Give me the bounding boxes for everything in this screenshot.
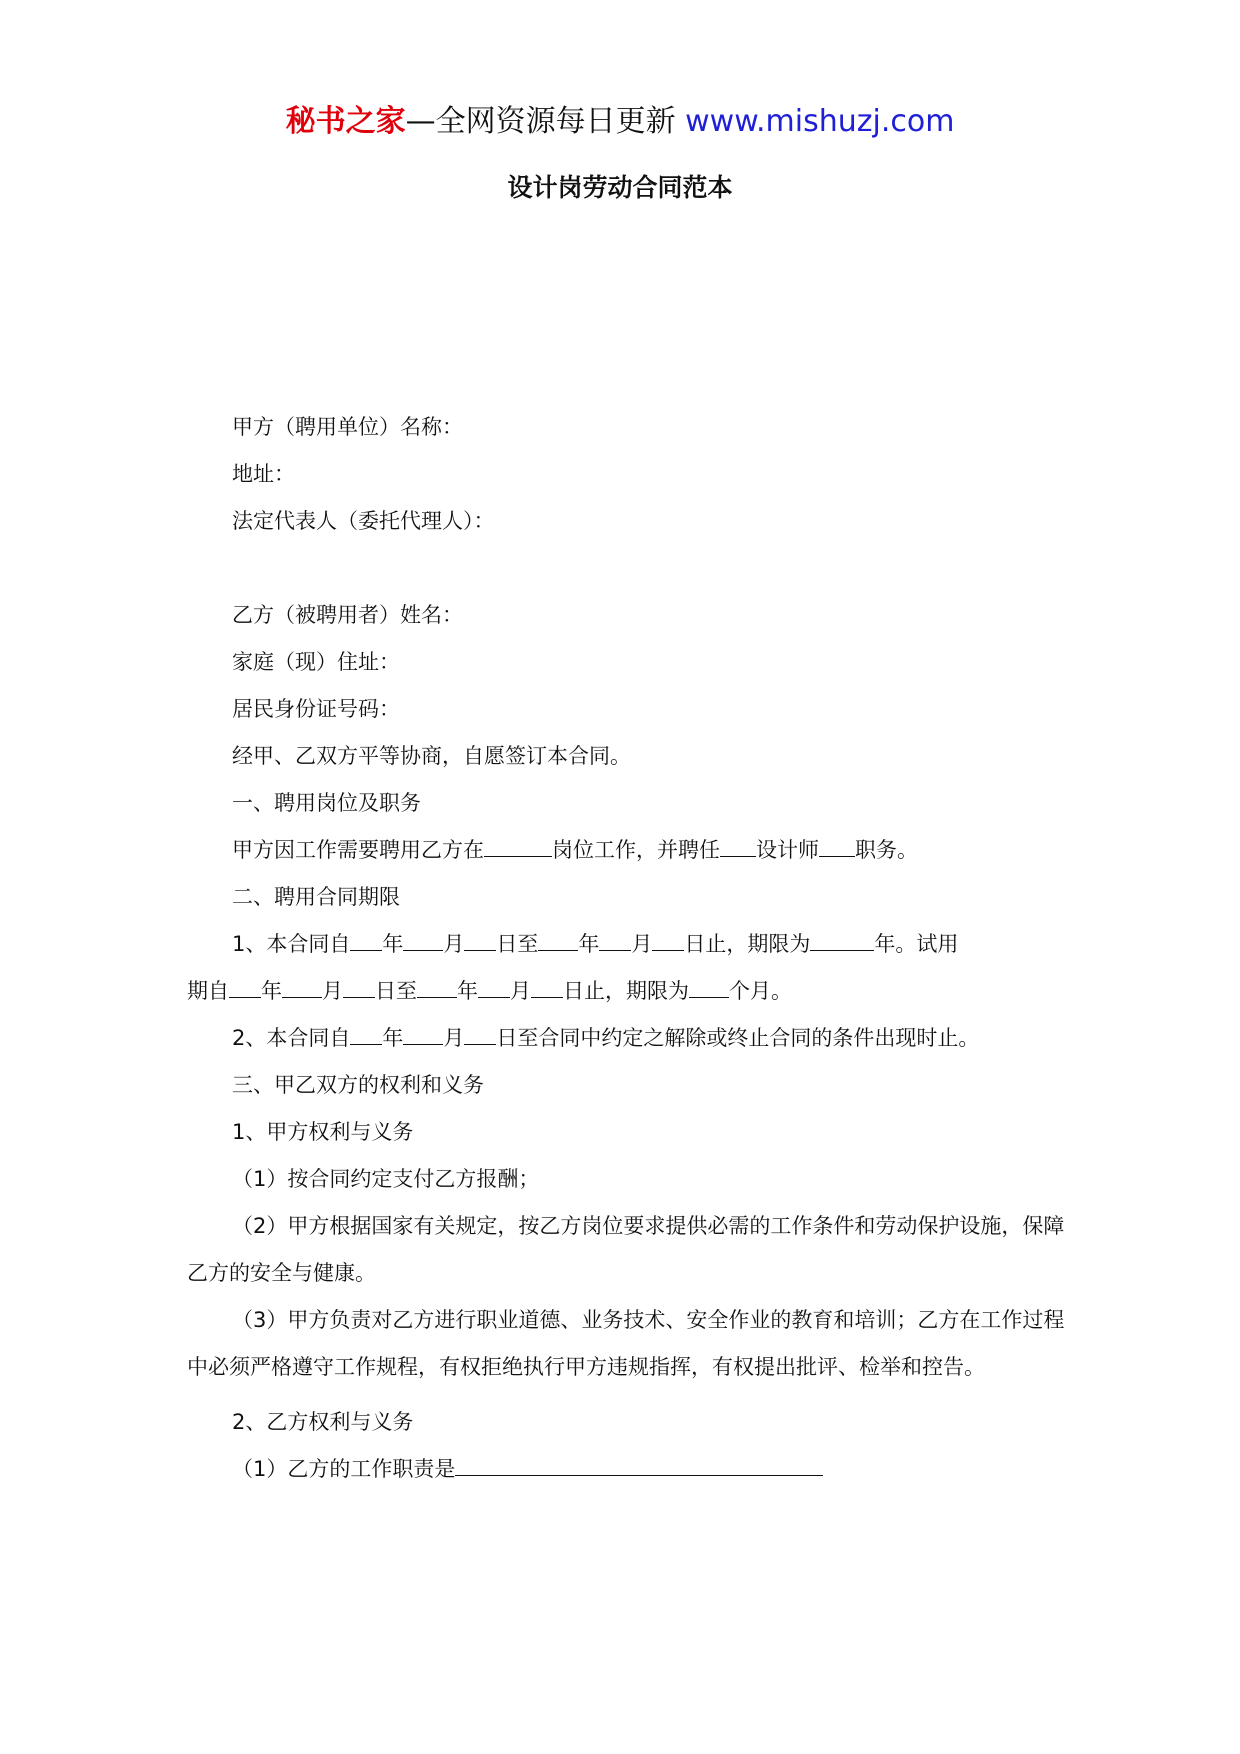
text-segment: 职务。 bbox=[855, 838, 918, 862]
text-segment: 岗位工作，并聘任 bbox=[552, 838, 720, 862]
fill-blank-month[interactable] bbox=[403, 1023, 443, 1045]
spacer bbox=[187, 545, 1077, 592]
role-text: 设计师 bbox=[756, 838, 819, 862]
text-segment: 月 bbox=[510, 979, 531, 1003]
fill-blank[interactable] bbox=[720, 835, 756, 857]
fill-blank-term[interactable] bbox=[810, 929, 874, 951]
party-a-address-label: 地址： bbox=[232, 462, 295, 486]
party-a-name-label: 甲方（聘用单位）名称： bbox=[232, 415, 463, 439]
section-3-heading: 三、甲乙双方的权利和义务 bbox=[232, 1073, 484, 1097]
section-1-heading: 一、聘用岗位及职务 bbox=[232, 791, 421, 815]
party-b-id-label: 居民身份证号码： bbox=[232, 697, 400, 721]
party-b-home-address-label: 家庭（现）住址： bbox=[232, 650, 400, 674]
fill-blank-month[interactable] bbox=[403, 929, 443, 951]
text-segment: （1）乙方的工作职责是 bbox=[232, 1457, 456, 1481]
term-line-2 bbox=[187, 1015, 1077, 1062]
fill-blank-year[interactable] bbox=[417, 976, 457, 998]
party-a-duty-3: （3）甲方负责对乙方进行职业道德、业务技术、安全作业的教育和培训；乙方在工作过程中必须严格遵守工作规程，有权拒绝执行甲方违规指挥，有权提出批评、检举和控告。 bbox=[187, 1308, 1065, 1379]
text-segment: 日至 bbox=[375, 979, 417, 1003]
fill-blank-duties[interactable] bbox=[455, 1454, 823, 1476]
fill-blank-day[interactable] bbox=[652, 929, 684, 951]
text-segment: 年。试用 bbox=[874, 932, 959, 956]
text-segment: 年 bbox=[457, 979, 478, 1003]
fill-blank-month[interactable] bbox=[599, 929, 631, 951]
party-b-name-label: 乙方（被聘用者）姓名： bbox=[232, 603, 463, 627]
fill-blank-year[interactable] bbox=[350, 1023, 382, 1045]
fill-blank-year[interactable] bbox=[229, 976, 261, 998]
document-title: 设计岗劳动合同范本 bbox=[507, 173, 733, 202]
text-segment: 1、本合同自 bbox=[232, 932, 351, 956]
text-segment: 2、本合同自 bbox=[232, 1026, 351, 1050]
brand-name: 秘书之家 bbox=[285, 104, 406, 139]
fill-blank-months[interactable] bbox=[689, 976, 729, 998]
section-2-heading: 二、聘用合同期限 bbox=[232, 885, 400, 909]
banner-tagline: —全网资源每日更新 bbox=[405, 104, 676, 139]
text-segment: 日至 bbox=[496, 932, 539, 956]
text-segment: 月 bbox=[443, 932, 465, 956]
text-segment: 月 bbox=[631, 932, 653, 956]
fill-blank-day[interactable] bbox=[464, 929, 496, 951]
contract-body bbox=[187, 404, 1077, 1493]
text-segment: 甲方因工作需要聘用乙方在 bbox=[232, 838, 484, 862]
party-a-duty-1: （1）按合同约定支付乙方报酬； bbox=[232, 1167, 540, 1191]
term-line-1 bbox=[187, 921, 1077, 968]
text-segment: 年 bbox=[382, 932, 404, 956]
fill-blank-day[interactable] bbox=[343, 976, 375, 998]
fill-blank-year[interactable] bbox=[538, 929, 578, 951]
text-segment: 日至合同中约定之解除或终止合同的条件出现时止。 bbox=[496, 1026, 980, 1050]
site-url-link[interactable]: www.mishuzj.com bbox=[685, 104, 955, 139]
text-segment: 期自 bbox=[187, 979, 229, 1003]
text-segment: 年 bbox=[382, 1026, 404, 1050]
text-segment: 月 bbox=[322, 979, 343, 1003]
party-b-duty-1 bbox=[187, 1446, 1077, 1493]
text-segment: 年 bbox=[261, 979, 282, 1003]
fill-blank-day[interactable] bbox=[464, 1023, 496, 1045]
section-1-text bbox=[187, 827, 1077, 874]
fill-blank-month[interactable] bbox=[282, 976, 322, 998]
text-segment: 年 bbox=[578, 932, 600, 956]
text-segment: 个月。 bbox=[729, 979, 792, 1003]
party-a-representative-label: 法定代表人（委托代理人）： bbox=[232, 509, 495, 533]
party-a-duty-2: （2）甲方根据国家有关规定，按乙方岗位要求提供必需的工作条件和劳动保护设施，保障乙方的安全与健康。 bbox=[187, 1214, 1065, 1285]
party-b-duties-heading: 2、乙方权利与义务 bbox=[232, 1410, 414, 1434]
fill-blank-year[interactable] bbox=[350, 929, 382, 951]
text-segment: 月 bbox=[443, 1026, 465, 1050]
spacer bbox=[187, 1391, 1077, 1399]
term-line-1-cont bbox=[187, 968, 1077, 1015]
site-banner bbox=[0, 100, 1240, 144]
fill-blank-position[interactable] bbox=[484, 835, 552, 857]
intro-text: 经甲、乙双方平等协商，自愿签订本合同。 bbox=[232, 744, 631, 768]
party-a-duties-heading: 1、甲方权利与义务 bbox=[232, 1120, 414, 1144]
text-segment: 日止，期限为 bbox=[563, 979, 689, 1003]
fill-blank-day[interactable] bbox=[531, 976, 563, 998]
fill-blank-month[interactable] bbox=[478, 976, 510, 998]
text-segment: 日止，期限为 bbox=[684, 932, 811, 956]
fill-blank[interactable] bbox=[819, 835, 855, 857]
